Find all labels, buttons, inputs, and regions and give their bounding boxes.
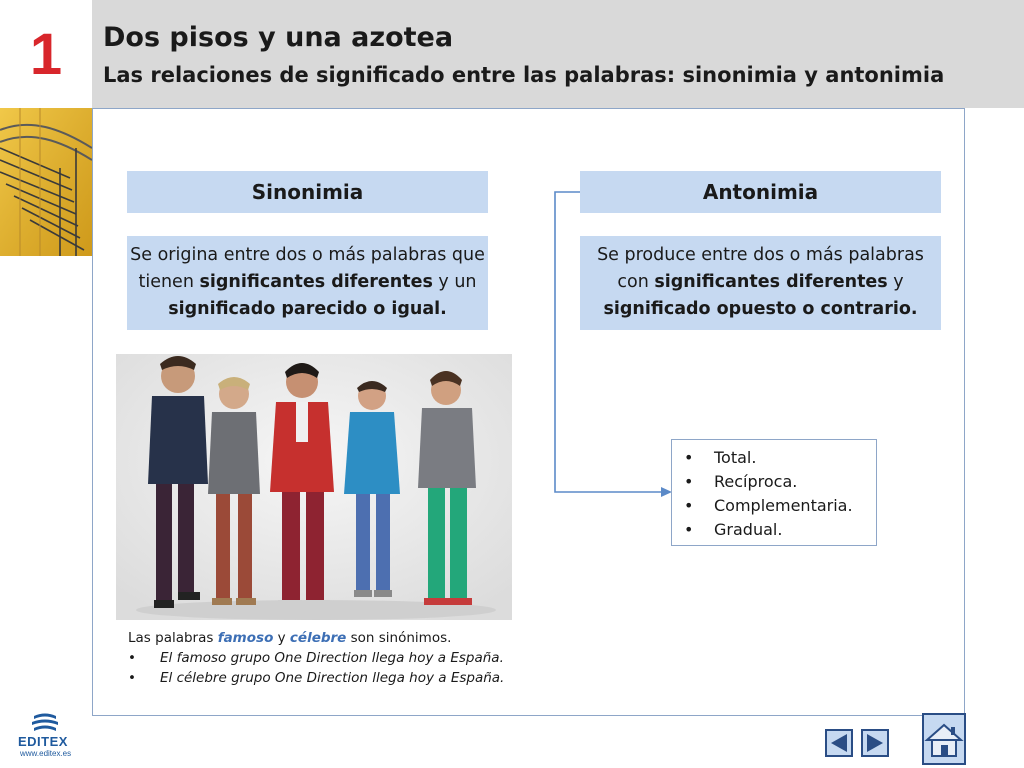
staircase-image [0, 108, 92, 256]
home-icon [924, 715, 964, 763]
list-item: • Complementaria. [684, 496, 853, 515]
brand-name: EDITEX [18, 734, 68, 749]
triangle-left-icon [827, 731, 851, 755]
antonimia-definition: Se produce entre dos o más palabras con significantes diferentes y significado opuesto o contrario. [580, 236, 941, 330]
previous-button[interactable] [825, 729, 853, 757]
caption-intro: Las palabras famoso y célebre son sinónimos. [128, 630, 452, 646]
band-photo [116, 354, 512, 620]
brand-url: www.editex.es [20, 749, 72, 758]
antonimia-heading: Antonimia [580, 171, 941, 213]
next-button[interactable] [861, 729, 889, 757]
header-bar [92, 0, 1024, 108]
home-button[interactable] [922, 713, 966, 765]
slide-subtitle: Las relaciones de significado entre las palabras: sinonimia y antonimia [103, 63, 945, 87]
chapter-number: 1 [29, 21, 63, 87]
sinonimia-definition: Se origina entre dos o más palabras que tienen significantes diferentes y un significado parecido o igual. [127, 236, 488, 330]
antonimia-types-list [671, 439, 877, 546]
slide-title: Dos pisos y una azotea [103, 22, 454, 53]
example-caption [128, 628, 504, 688]
editex-logo [14, 712, 76, 762]
list-item: • Total. [684, 448, 757, 467]
list-item: • Recíproca. [684, 472, 798, 491]
sinonimia-heading: Sinonimia [127, 171, 488, 213]
example-sentence: • El célebre grupo One Direction llega hoy a España. [128, 670, 505, 686]
antonimia-connector-arrow [548, 186, 678, 498]
list-item: • Gradual. [684, 520, 783, 539]
triangle-right-icon [863, 731, 887, 755]
example-sentence: • El famoso grupo One Direction llega hoy a España. [128, 650, 504, 666]
